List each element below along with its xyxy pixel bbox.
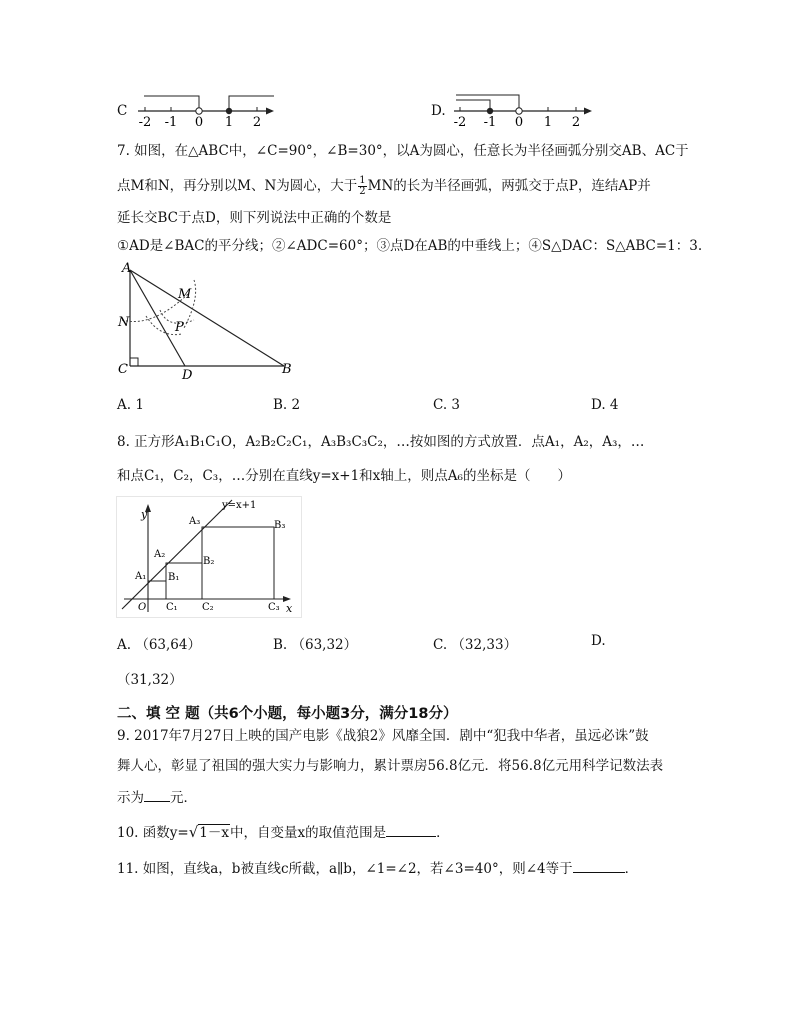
q8-label-a2: A₂ — [154, 549, 166, 560]
q10-answer-blank[interactable] — [386, 822, 436, 837]
q10-line — [117, 822, 450, 843]
section-2-title: 二、填 空 题（共6个小题，每小题3分，满分18分） — [117, 706, 458, 722]
q8-option-b: B. （63,32） — [273, 637, 358, 653]
q6d-tick-label: -2 — [453, 115, 467, 130]
q11-end: ． — [624, 861, 639, 877]
q9-answer-blank[interactable] — [144, 787, 170, 802]
q6-option-c-number-line — [128, 90, 278, 130]
q9-line-3 — [117, 787, 197, 808]
q7-line-3: 延长交BC于点D，则下列说法中正确的个数是 — [117, 210, 392, 226]
q6c-tick-label: 2 — [252, 115, 262, 130]
q7-label-m: M — [178, 287, 192, 302]
q7-fraction — [358, 176, 366, 197]
q8-label-c2: C₂ — [202, 602, 214, 613]
q6d-tick-label: 1 — [543, 115, 553, 130]
q6-option-c-label: C — [117, 103, 128, 119]
q7-fraction-denominator: 2 — [359, 186, 366, 197]
q8-line-1: 8. 正方形A₁B₁C₁O，A₂B₂C₂C₁，A₃B₃C₃C₂，…按如图的方式放置．点A₁，A₂，A₃，… — [117, 434, 645, 450]
q10-prefix: 10. 函数y= — [117, 825, 189, 841]
q6c-tick-label: 0 — [194, 115, 204, 130]
q7-option-a: A. 1 — [117, 397, 144, 413]
q8-label-x-axis: x — [286, 602, 293, 615]
q8-line-2: 和点C₁，C₂，C₃，…分别在直线y=x+1和x轴上，则点A₆的坐标是（ ） — [117, 468, 571, 484]
q7-label-c: C — [118, 362, 128, 377]
q6c-tick-label: -2 — [138, 115, 152, 130]
q7-triangle-figure — [112, 258, 302, 383]
q8-label-a1: A₁ — [135, 571, 147, 582]
q8-label-c3: C₃ — [268, 602, 280, 613]
q8-label-b3: B₃ — [274, 520, 286, 531]
q8-label-a3: A₃ — [189, 516, 201, 527]
q8-option-a: A. （63,64） — [117, 637, 201, 653]
q10-radicand: 1－x — [199, 825, 229, 841]
q8-label-b2: B₂ — [203, 556, 215, 567]
q7-label-p: P — [175, 320, 184, 335]
q7-label-a: A — [122, 261, 132, 276]
q6d-tick-label: 0 — [514, 115, 524, 130]
q7-option-c: C. 3 — [433, 397, 461, 413]
q8-option-d: D. — [591, 633, 606, 649]
q9-line-2: 舞人心，彰显了祖国的强大实力与影响力，累计票房56.8亿元．将56.8亿元用科学记数法表 — [117, 758, 664, 774]
q6-option-d-number-line — [450, 90, 600, 130]
q7-fraction-numerator: 1 — [359, 175, 366, 186]
q7-line-1: 7. 如图，在△ABC中，∠C=90°，∠B=30°，以A为圆心，任意长为半径画弧分别交AB、AC于 — [117, 143, 689, 159]
sqrt-sign: √ — [188, 823, 199, 841]
q6d-tick-label: 2 — [571, 115, 581, 130]
q8-squares-figure — [116, 496, 302, 618]
q7-option-b: B. 2 — [273, 397, 301, 413]
q8-label-line-eq: y=x+1 — [222, 500, 257, 511]
q9-line-1: 9. 2017年7月27日上映的国产电影《战狼2》风靡全国．剧中“犯我中华者，虽远必诛”鼓 — [117, 728, 649, 744]
q10-suffix: 中，自变量x的取值范围是 — [229, 825, 387, 841]
q7-line-2b: MN的长为半径画弧，两弧交于点P，连结AP并 — [367, 178, 651, 194]
q10-end: ． — [436, 825, 450, 841]
q9-line-3b: 元． — [170, 790, 197, 806]
q8-label-b1: B₁ — [168, 572, 180, 583]
q7-line-4: ①AD是∠BAC的平分线；②∠ADC=60°；③点D在AB的中垂线上；④S△DAC：S△ABC=1：3. — [117, 238, 703, 254]
q8-label-c1: C₁ — [166, 602, 178, 613]
q11-answer-blank[interactable] — [573, 858, 625, 873]
q8-option-c: C. （32,33） — [433, 637, 518, 653]
q11-line — [117, 858, 638, 879]
q7-option-d: D. 4 — [591, 397, 619, 413]
q6-option-d-label: D. — [431, 103, 446, 119]
q7-label-n: N — [118, 315, 130, 330]
q7-label-b: B — [282, 362, 292, 377]
q8-label-o: O — [138, 602, 147, 613]
q9-line-3a: 示为 — [117, 790, 144, 806]
q8-label-y-axis: y — [141, 508, 148, 521]
q6c-tick-label: -1 — [164, 115, 178, 130]
q6c-tick-label: 1 — [224, 115, 234, 130]
q7-label-d: D — [182, 368, 193, 383]
q7-line-2 — [117, 176, 651, 197]
q11-text: 11. 如图，直线a，b被直线c所截，a∥b，∠1=∠2，若∠3=40°，则∠4等于 — [117, 861, 573, 877]
q6d-tick-label: -1 — [483, 115, 497, 130]
q7-line-2a: 点M和N，再分别以M、N为圆心，大于 — [117, 178, 358, 194]
q8-option-d-value: （31,32） — [117, 672, 183, 688]
